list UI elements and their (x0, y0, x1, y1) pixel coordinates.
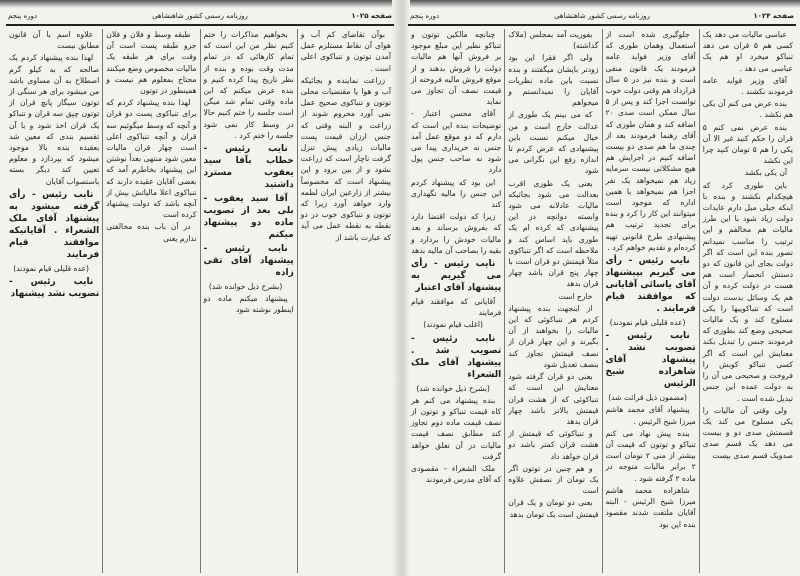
paragraph: بنده عرض می کنم آن یکی هم نکشد . (702, 99, 793, 120)
speaker-heading: نایب رئیس - تصویب شد . پیشنهاد آقای ملک الشعراء (411, 333, 502, 380)
paragraph: زراعت نماینده و بجائیکه آب و هوا یا مقتضیات محلی توتون و تنباکوی صحیح عمل نمی آورد محروم شوند از زراعت و البته وقتی که جنس ارزان قیمت پست مالیات زیادی پیش تنزل گرفت ناچار است که زراعت نشود و از بین برود و این پیشنهاد است که مخصوصاً بیشتر از زارعین ایران لطمه وارد خواهد آورد زیرا که توتون و تنباکوی خوب در دو نقطه به نقطه عمل می آید که عبارت باشد از (300, 75, 391, 242)
speaker-heading: نایب رئیس - پیشنهاد آقای تقی زاده (203, 244, 294, 279)
paragraph: بنده پیش نهاد می کنم تنباکو و توتون که قیمت آن بیشتر از منی ۲ تومان است ۲ برابر مالیات متوجه در ماده ۲ گرفته شود . (605, 428, 696, 483)
paragraph: شاهزاده محمد هاشم میرزا شیخ الرئیس - البته آقایان ملتفت شدند مقصود بنده این بود (605, 485, 696, 529)
paragraph: علاوه اسم با آن قانون مطابق نیست (9, 30, 100, 51)
paragraph: لهذا بنده پیشنهاد کردم یک صالحه که به کیلو گرم اصطلاح به آن مساوی باشد من میشود برای هر سنگی از توتون سیگار پانچ قران از توتون چپق سه قران و تنباکو یک قران اخذ شود و با آن تقسیم بندی که معین شد بعقیده بنده بالا موجود میشود که بپردازد و معلوم تعیین کند دیگر بسته باستصواب آقایان (9, 53, 100, 186)
paragraph: خارج است (558, 291, 593, 301)
paragraph: آقای وزیر فواید عامه فرمودند نکشند . (702, 75, 793, 97)
paragraph: بفوریت آمد بمجلس (ملاک گذاشته) (508, 30, 599, 51)
speaker-heading: نایب رئیس - تصویب نشد . پیشنهاد آقای شاهزاده شیخ الرئیس (605, 331, 696, 390)
paragraph: باین طوری کرد که هیچکدام نکشند و بنده با اینکه خیلی میل دارم عایدات دولت زیاد شود با این طرز مالیات هم مخالفم و این ترتیب را مناسب نمیدانم تصور بنده این است که اگر دولت بجای این قانون که دو دستش انحصار است هم هست در دولت کرده و آن هم یک وسائل بدست دولت است که تنباکوییها را یکی مسلوح کند و یک مالیات صحیحی وضع کند بطوری که فرمودند جنس را تبدیل بکند معنایش این است که اگر کسی تنباکو کوبش را فروخت و صحیحی می آن را به دولت عمده این جنس تبدیل شده است . (702, 180, 793, 403)
paragraph: یعنی یک طوری اقرب بعدالت می شود بجائیکه مالیات عادلانه می شود وابسته دوانچه در این پیشنهادی که کرده ام یک طوری باید اساس کند و ملاحظه است که اگر تنباکوی مثلاً قیمتش دو قران است با چهار پنج قران باشد چهار قران بدهد (508, 178, 599, 289)
text-column (200, 29, 297, 573)
paragraph: لهذا بنده پیشنهاد کردم که برای تنباکوی پست دو قران و آنچه که وسط میگوئیم سه قران و آنچه تنباکوی اعلی است چهار قران مالیات معین شود منتهی بعداً نوشتن این پیشنهاد بخاطرم آمد که بعضی آقایان عقیده دارند که تنباکوی اعلا مالیاتش بیش از آنچه باشد که دولت پیشنهاد کرده است (106, 98, 197, 220)
paragraph: در آن باب بنده مخالفتی ندارم یعنی (106, 222, 197, 243)
paragraph: جلوگیری شده است از استعمال وهمان طوری که آقای وزیر فواید عامه فرمودند یک قانون منفی است و بنده نیز در ۵ سال قرارداد هم وقتی دولت خوب توانست اجرا کند و پس از ۵ سال ممکن است صدی ۲۰ اضافه کند و همان طوری که آقای رهنما فرمودند بعد از چندی ما هم صدی دو بیست اضافه کنیم در اجرایش هم هیچ مشکلاتی نیست سرمایه زیاد هم نمیخواهد یک نفر اجزا هم نمیخواهد با همین اداره که موجود است میتوانند این کار را کرد و بنده برای تجدید ترتیب هم پیشنهادی طرح قانونی تهیه کرده‌ام و تقدیم خواهم کرد . (605, 30, 696, 252)
paragraph: پیشنهاد میکنم ماده دو اینطور نوشته شود (203, 294, 294, 315)
page-header (408, 8, 796, 26)
text-column (408, 29, 504, 573)
text-column (297, 29, 394, 573)
text-columns (6, 29, 394, 573)
paragraph: و تنباکوئی که قیمتش از هشت قران کمتر باشد دو قران خواهد داد (508, 429, 599, 461)
paragraph: یعنی دو قران گرفته شود معنایش این است که تنباکوئی که از هشت قران قیمتش بالاتر باشد چهار قران بدهد (508, 372, 599, 426)
right-page (408, 8, 796, 574)
parenthetical-note: (بشرح ذیل خوانده شد) (416, 383, 490, 393)
speaker-heading: نایب رئیس - تصویب نشد پیشنهاد (9, 277, 100, 300)
paragraph: یعنی دو تومان و یک قران قیمتش است یک تومان بدهد (508, 498, 599, 519)
text-column (602, 29, 699, 573)
text-column (6, 29, 102, 573)
paragraph: بنده عرض نمی کنم ۵ قران را حکم کنید غیر الا آن یکی را هم ۵ تومان کنید چرا این نکشد (702, 122, 793, 166)
left-page (6, 8, 394, 574)
text-column (102, 29, 199, 573)
paragraph: آقایانی که موافقند قیام فرمایند (411, 297, 502, 318)
paragraph: چنانچه مالکین توتون و تنباکو نظیر این مبلغ موجود بر فروش آنها هم مالیات دولت را فروش بدهند و از موقع فروش مالیه فروخته از قیمت نصف آن تجاوز می نماید (411, 30, 502, 107)
text-column (504, 29, 601, 573)
paragraph: ولی اگر فقرا این بود زودتر بایشان میگفتند و بنده نسبت باین ماده نظریات آقایان را نمیدانستم و میخواهم (508, 53, 599, 108)
paragraph: عباسی مالیات می دهد یک کسی هم ۵ قران می دهد تنباکو میخرد او هم یک عباسی می دهد . (702, 30, 793, 73)
speaker-heading: نایب رئیس - رأی گرفته میشود به پیشنهاد آقای ملک الشعراء . آقایانیکه موافقند قیام فرمایند (9, 189, 100, 260)
paragraph: از اینجهت بنده پیشنهاد کردم هر تنباکوئی که این مالیات را بخواهند از آن بگیرند و این چهار قران از نصف قیمتش تجاوز کند بنصف تعدیل شود (508, 303, 599, 369)
paragraph: ولی وقتی آن مالیات را یکی مسلوح می کند یک قسمتش صدی دو و بیست می دهد یک قسم صدی صدویک قسم صدی بیست (702, 405, 793, 460)
paragraph: و هم چنین در توتون اگر یک تومان از نصفش علاوه است (508, 463, 599, 496)
paragraph: طبقه وسط و فلان و فلان جزو طبقه پست است آن وقت برای هر طبقه یک مالیات مخصوص وضع میکنند محتاج بمعلوم هم نیست و همینطور در توتون (106, 30, 197, 96)
newspaper-title: روزنامه رسمی کشور شاهنشاهی (152, 12, 248, 20)
parenthetical-note: (بشرح ذیل خوانده شد) (208, 282, 283, 292)
paragraph: ملک الشعراء - مقصودی که آقای مدرس فرمودند (411, 464, 502, 485)
paragraph: بوآن تقاضای کم آب و هوای آن نقاط مستلزم عمل آمدن توتون و تنباکوی اعلی است . (300, 30, 391, 73)
speaker-heading: نایب رئیس - رأی می گیریم بپیشنهاد آقای یاسائی آقایانی که موافقند قیام فرمایند . (605, 256, 696, 315)
speaker-heading: نایب رئیس - خطاب بآقا سید یعقوب مسترد داشتید (203, 144, 294, 191)
paragraph: آن یکی بکشد (744, 168, 787, 178)
page-header (6, 8, 394, 26)
text-column (699, 29, 796, 573)
paragraph: که می بینم یک طوری از عدالت خارج است و من خیال میکنم نسبت باین پیشنهادی که عرض کردم تا اندازه رفع این نگرانی می شود (508, 110, 599, 176)
page-number: صفحه ۱۰۲۴ (753, 12, 794, 20)
volume-label: دوره پنجم (8, 12, 38, 20)
parenthetical-note: (عده قلیلی قیام نمودند) (13, 263, 90, 273)
paragraph: آقای محسن اعتبار - توضیحات بنده این است که دارم که دو موقع عمل آمد جنس نه خریداری پیدا می شود نه صاحب جنس پول دارد (411, 109, 502, 175)
volume-label: دوره پنجم (410, 12, 440, 20)
paragraph: این بود که پیشنهاد کردم این جنس را مالیه نگهداری کند (411, 177, 502, 210)
parenthetical-note: (عده قلیلی قیام نمودند) (609, 318, 686, 328)
paragraph: بخواهیم مذاکرات را ختم کنیم نظر من این است که تمام کارهائی که در تمام مدت وقت بوده و بنده از نظر تاریخ پیدا کرده کنیم و بنده عرض میکنم که این ماده وقتی تمام شد میگن است جلسه را ختم کنیم حالا در وسط کار نمی شود جلسه را ختم کرد . (203, 30, 294, 140)
paragraph: زیرا که دولت اقتضا دارد که بفروش برساند و بعد مالیات خودش را بردارد و بقیه را بصاحب آن مالیه بدهد (411, 212, 502, 255)
paragraph: پیشنهاد آقای محمد هاشم میرزا شیخ الرئیس . (605, 405, 696, 426)
parenthetical-note: (اغلب قیام نمودند) (423, 320, 483, 330)
speaker-heading: آقا سید یعقوب - بلی بعد از تصویب ماده دو پیشنهاد میکنم (203, 194, 294, 241)
parenthetical-note: (مضمون ذیل قرائت شد) (608, 393, 688, 403)
page-number: صفحه ۱۰۲۵ (351, 12, 392, 20)
text-columns (408, 29, 796, 573)
newspaper-title: روزنامه رسمی کشور شاهنشاهی (554, 12, 650, 20)
speaker-heading: نایب رئیس - رأی می گیریم به پیشنهاد آقای اعتبار (411, 259, 502, 294)
paragraph: بنده پیشنهاد می کنم هر کاه قیمت تنباکو و توتون از نصف قیمت ماده دوم تجاوز کند مطابق نصف قیمت مالیات در آن تعلق خواهد گرفت (411, 395, 502, 461)
